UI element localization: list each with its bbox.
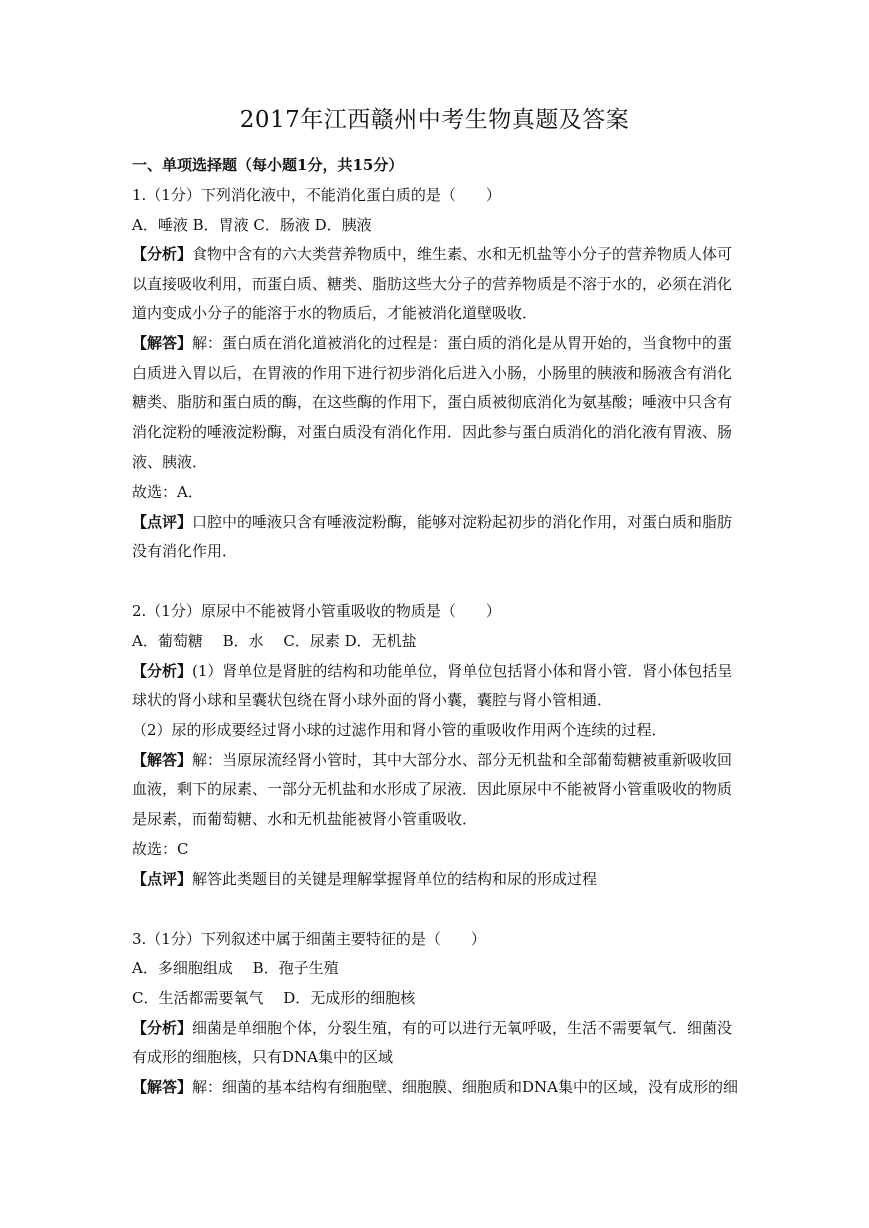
answer-tag: 【解答】 bbox=[132, 334, 193, 352]
question-2-answer-line-2: 血液，剩下的尿素、一部分无机盐和水形成了尿液．因此原尿中不能被肾小管重吸收的物质 bbox=[132, 780, 733, 798]
question-2-analysis-line-3: （2）尿的形成要经过肾小球的过滤作用和肾小管的重吸收作用两个连续的过程． bbox=[132, 721, 667, 739]
question-3-options-line-2: C．生活都需要氧气 D．无成形的细胞核 bbox=[132, 989, 416, 1007]
analysis-tag: 【分析】 bbox=[132, 245, 193, 263]
question-2-comment-line-1: 【点评】解答此类题目的关键是理解掌握肾单位的结构和尿的形成过程 bbox=[132, 870, 598, 888]
question-1-stem: 1.（1分）下列消化液中，不能消化蛋白质的是（ ） bbox=[132, 186, 501, 204]
question-1-analysis-line-2: 以直接吸收利用，而蛋白质、糖类、脂肪这些大分子的营养物质是不溶于水的，必须在消化 bbox=[132, 275, 733, 293]
question-2-analysis-line-2: 球状的肾小球和呈囊状包绕在肾小球外面的肾小囊，囊腔与肾小管相通． bbox=[132, 691, 613, 709]
question-2-choice: 故选：C bbox=[132, 840, 189, 858]
question-1-answer-line-4: 消化淀粉的唾液淀粉酶，对蛋白质没有消化作用．因此参与蛋白质消化的消化液有胃液、肠 bbox=[132, 423, 733, 441]
question-1-analysis-line-1: 【分析】食物中含有的六大类营养物质中，维生素、水和无机盐等小分子的营养物质人体可 bbox=[132, 245, 733, 263]
question-1-answer-line-1: 【解答】解：蛋白质在消化道被消化的过程是：蛋白质的消化是从胃开始的，当食物中的蛋 bbox=[132, 334, 733, 352]
question-1-choice: 故选：A． bbox=[132, 483, 203, 501]
question-1-options: A．唾液 B．胃液 C．肠液 D．胰液 bbox=[132, 216, 372, 234]
question-2-answer-line-1: 【解答】解：当原尿流经肾小管时，其中大部分水、部分无机盐和全部葡萄糖被重新吸收回 bbox=[132, 751, 733, 769]
document-title: 2017年江西赣州中考生物真题及答案 bbox=[239, 107, 630, 133]
analysis-tag: 【分析】 bbox=[132, 1019, 193, 1037]
question-3-analysis-line-1: 【分析】细菌是单细胞个体，分裂生殖，有的可以进行无氧呼吸，生活不需要氧气．细菌没 bbox=[132, 1019, 733, 1037]
question-1-answer-line-3: 糖类、脂肪和蛋白质的酶，在这些酶的作用下，蛋白质被彻底消化为氨基酸；唾液中只含有 bbox=[132, 393, 733, 411]
question-1-comment-line-2: 没有消化作用． bbox=[132, 542, 238, 560]
analysis-tag: 【分析】 bbox=[132, 662, 193, 680]
question-2-stem: 2.（1分）原尿中不能被肾小管重吸收的物质是（ ） bbox=[132, 602, 501, 620]
question-3-answer-line-1: 【解答】解：细菌的基本结构有细胞壁、细胞膜、细胞质和DNA集中的区域，没有成形的细 bbox=[132, 1078, 739, 1096]
question-1-answer-line-2: 白质进入胃以后，在胃液的作用下进行初步消化后进入小肠，小肠里的胰液和肠液含有消化 bbox=[132, 364, 733, 382]
comment-tag: 【点评】 bbox=[132, 513, 193, 531]
question-1-answer-line-5: 液、胰液． bbox=[132, 453, 208, 471]
question-3-analysis-line-2: 有成形的细胞核，只有DNA集中的区域 bbox=[132, 1048, 393, 1066]
comment-tag: 【点评】 bbox=[132, 870, 193, 888]
question-3-options-line-1: A．多细胞组成 B．孢子生殖 bbox=[132, 959, 339, 977]
question-1-comment-line-1: 【点评】口腔中的唾液只含有唾液淀粉酶，能够对淀粉起初步的消化作用，对蛋白质和脂肪 bbox=[132, 513, 733, 531]
question-2-answer-line-3: 是尿素，而葡萄糖、水和无机盐能被肾小管重吸收． bbox=[132, 810, 478, 828]
question-2-analysis-line-1: 【分析】(1）肾单位是肾脏的结构和功能单位，肾单位包括肾小体和肾小管．肾小体包括呈 bbox=[132, 662, 733, 680]
answer-tag: 【解答】 bbox=[132, 751, 193, 769]
question-1-analysis-line-3: 道内变成小分子的能溶于水的物质后，才能被消化道壁吸收． bbox=[132, 304, 538, 322]
question-2-options: A．葡萄糖 B．水 C．尿素 D．无机盐 bbox=[132, 632, 417, 650]
section-heading: 一、单项选择题（每小题1分，共15分） bbox=[132, 156, 404, 174]
answer-tag: 【解答】 bbox=[132, 1078, 193, 1096]
question-3-stem: 3.（1分）下列叙述中属于细菌主要特征的是（ ） bbox=[132, 930, 486, 948]
